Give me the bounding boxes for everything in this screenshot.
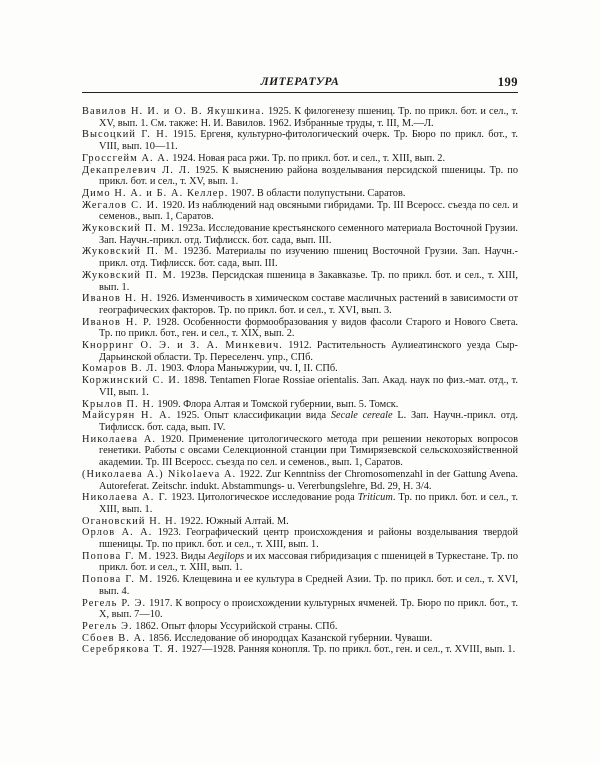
reference-author: Димо Н. А. и Б. А. Келлер. [82,187,229,199]
reference-entry [82,516,518,528]
reference-entry [82,165,518,188]
reference-author: Крылов П. Н. [82,398,155,410]
reference-author: Попова Г. М. [82,550,153,562]
reference-author: Гроссгейм А. А. [82,152,170,164]
reference-entry [82,399,518,411]
reference-entry [82,270,518,293]
reference-author: Декапрелевич Л. Л. [82,164,191,176]
reference-text: 1923. Виды [152,550,208,562]
reference-text: 1909. Флора Алтая и Томской губернии, вып. 5. Томск. [154,398,399,410]
reference-entry [82,469,518,492]
reference-author: Орлов А. А. [82,527,153,539]
running-header [82,76,518,93]
reference-text: 1926. Клещевина и ее культура в Средней Азии. Тр. по прикл. бот. и сел., т. XVI, вып. 4. [99,574,518,597]
reference-author: Иванов Н. Р. [82,316,153,328]
reference-author: Комаров В. Л. [82,363,159,375]
reference-text-tail: и их массовая гибридизация с пшеницей в Туркестане. Тр. по прикл. бот. и сел., т. XIII, вып. 1. [99,550,518,574]
reference-entry [82,434,518,469]
reference-author: (Николаева А.) Nikolaeva A. [82,468,237,480]
reference-text: 1925. Опыт классификации вида [171,410,331,422]
reference-text: 1926. Изменчивость в химическом составе масличных растений в зависимости от географических факторов. Тр. по прикл. бот. и сел., т. XVI, вып. 3. [99,293,518,316]
section-title: ЛИТЕРАТУРА [260,76,340,88]
reference-entry [82,574,518,597]
reference-author: Иванов Н. Н. [82,293,154,305]
reference-text-tail: L. Зап. Научн.-прикл. отд. Тифлисск. бот. сада, вып. IV. [99,410,518,433]
reference-text: 1923б. Материалы по изучению пшениц Восточной Грузии. Зап. Научн.-прикл. отд. Тифлисск. бот. сада, вып. III. [99,246,518,270]
reference-text: 1920. Из наблюдений над овсяными гибридами. Тр. III Всеросс. съезда по сел. и семенов., вып. 1, Саратов. [99,199,518,223]
reference-author: Жуковский П. М. [82,269,177,281]
reference-entry [82,644,518,656]
reference-author: Жегалов С. И. [82,199,159,211]
reference-entry [82,317,518,340]
reference-author: Попова Г. М. [82,574,154,586]
reference-text: 1924. Новая раса ржи. Тр. по прикл. бот. и сел., т. XIII, вып. 2. [169,152,446,164]
reference-author: Кнорринг О. Э. и З. А. Минкевич. [82,340,283,352]
reference-list [82,106,518,656]
reference-author: Регель Э. [82,620,133,632]
reference-text: 1862. Опыт флоры Уссурийской страны. СПб. [132,620,338,632]
reference-text: 1903. Флора Маньчжурии, чч. I, II. СПб. [158,363,338,375]
reference-entry [82,527,518,550]
reference-text: 1927—1928. Ранняя конопля. Тр. по прикл. бот., ген. и сел., т. XVIII, вып. 1. [178,644,516,656]
reference-author: Огановский Н. Н. [82,515,178,527]
reference-species-name: Secale cereale [330,410,393,422]
reference-text: 1898. Tentamen Florae Rossiae orientalis. Зап. Акад. наук по физ.-мат. отд., т. VII, вып. 1. [99,375,518,398]
reference-text: 1925. К филогенезу пшениц. Тр. по прикл. бот. и сел., т. XV, вып. 1. См. также: Н. И. Вавилов. 1962. Избранные труды, т. III, М.—Л. [99,106,518,129]
reference-entry [82,293,518,316]
reference-entry [82,551,518,574]
reference-entry [82,246,518,269]
page-number: 199 [497,75,518,89]
reference-author: Коржинский С. И. [82,375,181,387]
reference-text: 1923в. Персидская пшеница в Закавказье. Тр. по прикл. бот. и сел., т. XIII, вып. 1. [99,269,518,293]
reference-entry [82,492,518,515]
reference-author: Жуковский П. М. [82,223,175,235]
reference-entry [82,129,518,152]
reference-species-name: Triticum [357,492,393,504]
reference-text: 1923а. Исследование крестьянского семенного материала Восточной Грузии. Зап. Научн.-прикл. отд. Тифлисск. бот. сада, вып. III. [99,223,518,246]
reference-author: Серебрякова Т. Я. [82,644,179,656]
reference-text: 1917. К вопросу о происхождении культурных ячменей. Тр. Бюро по прикл. бот., т. X, вып. 7—10. [99,597,518,621]
reference-author: Сбоев В. А. [82,632,146,644]
reference-entry [82,363,518,375]
reference-text: 1925. К выяснению района возделывания персидской пшеницы. Тр. по прикл. бот. и сел., т. XV, вып. 1. [99,164,518,188]
reference-text: 1928. Особенности формообразования у видов фасоли Старого и Нового Света. Тр. по прикл. бот., ген. и сел., т. XIX, вып. 2. [99,316,518,340]
reference-author: Высоцкий Г. Н. [82,129,169,141]
reference-author: Майсурян Н. А. [82,410,172,422]
reference-entry [82,200,518,223]
reference-entry [82,598,518,621]
reference-author: Николаева А. [82,433,157,445]
reference-text: 1920. Применение цитологического метода при решении некоторых вопросов генетики. Работы с овсами Селекционной станции при Тимирязевской сельскохозяйственной академии. Тр. III Всеросс. съезда по сел. и семенов., вып. 1, Саратов. [99,433,518,469]
reference-author: Николаева А. Г. [82,492,169,504]
reference-species-name: Aegilops [208,550,245,562]
reference-entry [82,621,518,633]
reference-text: 1922. Южный Алтай. М. [177,515,289,527]
reference-entry [82,153,518,165]
reference-entry [82,106,518,129]
reference-author: Вавилов Н. И. и О. В. Якушкина. [82,106,265,117]
reference-author: Регель Р. Э. [82,597,147,609]
reference-text-tail: . Тр. по прикл. бот. и сел., т. XIII, вып. 1. [99,492,518,515]
reference-entry [82,410,518,433]
reference-author: Жуковский П. М. [82,246,179,258]
reference-text: 1922. Zur Kenntniss der Chromosomenzahl in der Gattung Avena. Autoreferat. Zeitschr. indukt. Abstammungs- u. Vererbungslehre, Bd. 29, H. 3/4. [99,468,518,492]
reference-text: 1923. Географический центр происхождения и районы возделывания твердой пшеницы. Тр. по прикл. бот. и сел., т. XIII, вып. 1. [99,527,519,551]
reference-text: 1856. Исследование об инородцах Казанской губернии. Чуваши. [145,632,433,644]
reference-entry [82,223,518,246]
reference-text: 1923. Цитологическое исследование рода [168,492,358,504]
reference-text: 1915. Ергеня, культурно-фитологический очерк. Тр. Бюро по прикл. бот., т. VIII, вып. 10—11. [99,129,518,153]
reference-text: 1907. В области полупустыни. Саратов. [228,187,406,199]
reference-entry [82,633,518,645]
reference-entry [82,188,518,200]
reference-text: 1912. Растительность Аулиеатинского уезда Сыр-Дарьинской области. Тр. Переселенч. упр., СПб. [99,340,518,363]
reference-entry [82,375,518,398]
reference-entry [82,340,518,363]
